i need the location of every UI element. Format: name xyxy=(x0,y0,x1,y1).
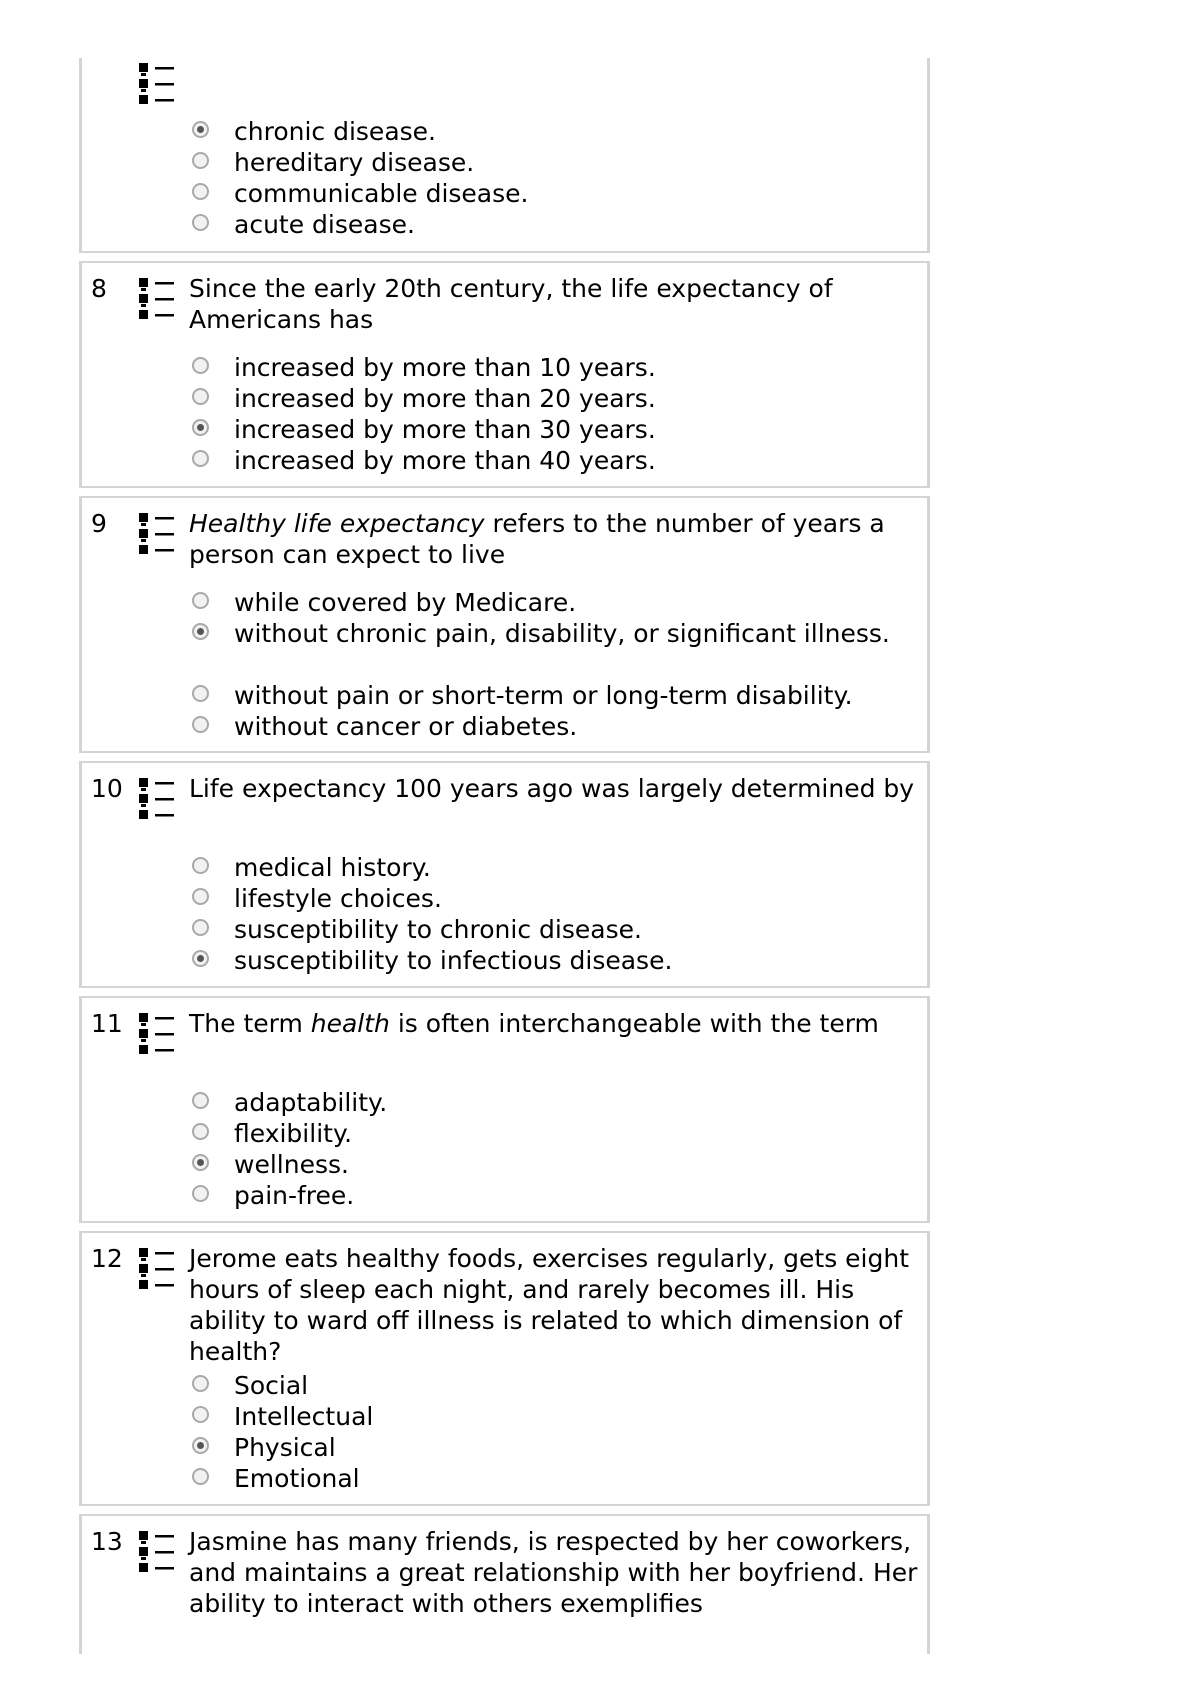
question-text xyxy=(189,508,919,570)
radio-button[interactable] xyxy=(192,214,209,231)
radio-button[interactable] xyxy=(192,888,209,905)
question-card xyxy=(79,1231,930,1506)
option-label: susceptibility to chronic disease. xyxy=(234,915,642,944)
question-text xyxy=(189,1008,919,1039)
radio-button-selected[interactable] xyxy=(192,1437,209,1454)
option-label: increased by more than 10 years. xyxy=(234,353,656,382)
option-label: Social xyxy=(234,1371,309,1400)
radio-button[interactable] xyxy=(192,1406,209,1423)
question-number: 11 xyxy=(91,1009,123,1038)
radio-button-selected[interactable] xyxy=(192,419,209,436)
list-icon xyxy=(138,777,178,823)
question-card xyxy=(79,58,930,253)
radio-button[interactable] xyxy=(192,152,209,169)
option-label: medical history. xyxy=(234,853,431,882)
option-label: pain-free. xyxy=(234,1181,355,1210)
question-card xyxy=(79,761,930,988)
list-icon xyxy=(138,1012,178,1058)
option-label: susceptibility to infectious disease. xyxy=(234,946,673,975)
option-label: without cancer or diabetes. xyxy=(234,712,578,741)
question-text: Jerome eats healthy foods, exercises regularly, gets eight hours of sleep each night, and rarely becomes ill. His ability to ward off illness is related to which dimension of health? xyxy=(189,1244,910,1366)
option-label: flexibility. xyxy=(234,1119,353,1148)
option-label: increased by more than 40 years. xyxy=(234,446,656,475)
question-card xyxy=(79,496,930,753)
question-number: 13 xyxy=(91,1527,123,1556)
radio-button[interactable] xyxy=(192,183,209,200)
question-number: 8 xyxy=(91,274,107,303)
radio-button[interactable] xyxy=(192,857,209,874)
radio-button[interactable] xyxy=(192,716,209,733)
radio-button[interactable] xyxy=(192,450,209,467)
radio-button-selected[interactable] xyxy=(192,121,209,138)
radio-button[interactable] xyxy=(192,1185,209,1202)
list-icon xyxy=(138,512,178,558)
question-card xyxy=(79,996,930,1223)
question-number: 12 xyxy=(91,1244,123,1273)
list-icon xyxy=(138,277,178,323)
option-label: without chronic pain, disability, or significant illness. xyxy=(234,619,890,648)
option-label: wellness. xyxy=(234,1150,349,1179)
list-icon xyxy=(138,1247,178,1293)
radio-button-selected[interactable] xyxy=(192,623,209,640)
radio-button[interactable] xyxy=(192,357,209,374)
question-text-rest: is often interchangeable with the term xyxy=(389,1009,879,1038)
radio-button[interactable] xyxy=(192,592,209,609)
radio-button[interactable] xyxy=(192,1375,209,1392)
option-label: Physical xyxy=(234,1433,336,1462)
question-number: 9 xyxy=(91,509,107,538)
option-label: while covered by Medicare. xyxy=(234,588,577,617)
option-label: Emotional xyxy=(234,1464,360,1493)
radio-button[interactable] xyxy=(192,1468,209,1485)
option-label: Intellectual xyxy=(234,1402,374,1431)
option-label: adaptability. xyxy=(234,1088,388,1117)
option-label: lifestyle choices. xyxy=(234,884,442,913)
list-icon xyxy=(138,1530,178,1576)
list-icon xyxy=(138,62,178,108)
option-label: without pain or short-term or long-term disability. xyxy=(234,681,853,710)
option-label: increased by more than 30 years. xyxy=(234,415,656,444)
radio-button[interactable] xyxy=(192,685,209,702)
question-card xyxy=(79,261,930,488)
option-label: hereditary disease. xyxy=(234,148,475,177)
question-text-italic: health xyxy=(310,1009,390,1038)
question-text-italic: Healthy life expectancy xyxy=(189,509,485,538)
question-text-rest: refers to the number of years a person can expect to live xyxy=(189,509,885,569)
radio-button[interactable] xyxy=(192,919,209,936)
option-label: acute disease. xyxy=(234,210,415,239)
radio-button-selected[interactable] xyxy=(192,950,209,967)
option-label: communicable disease. xyxy=(234,179,529,208)
question-card xyxy=(79,1514,930,1654)
radio-button[interactable] xyxy=(192,1092,209,1109)
radio-button[interactable] xyxy=(192,388,209,405)
question-text: Jasmine has many friends, is respected by her coworkers, and maintains a great relationship with her boyfriend. Her ability to interact with others exemplifies xyxy=(189,1527,918,1618)
option-label: chronic disease. xyxy=(234,117,436,146)
question-text-lead: The term xyxy=(189,1009,311,1038)
question-text: Since the early 20th century, the life expectancy of Americans has xyxy=(189,274,833,334)
radio-button[interactable] xyxy=(192,1123,209,1140)
question-text: Life expectancy 100 years ago was largely determined by xyxy=(189,774,915,803)
question-number: 10 xyxy=(91,774,123,803)
radio-button-selected[interactable] xyxy=(192,1154,209,1171)
option-label: increased by more than 20 years. xyxy=(234,384,656,413)
